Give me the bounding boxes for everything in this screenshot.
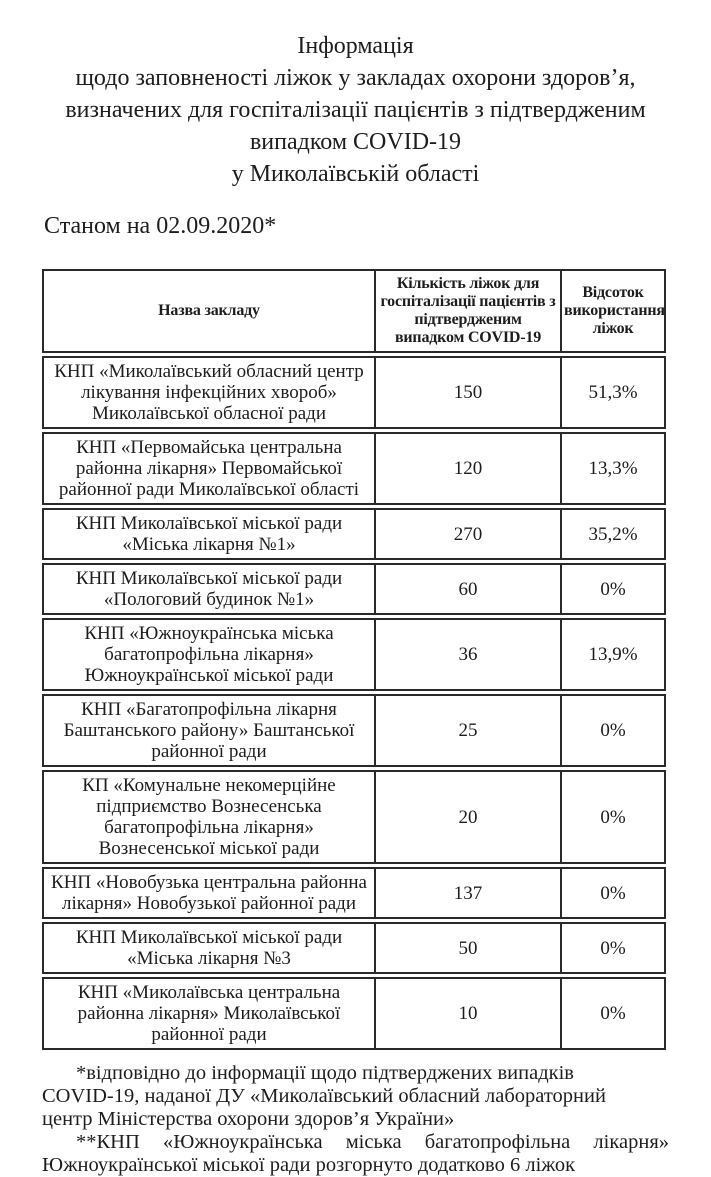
beds-count-cell: 270	[374, 508, 560, 560]
footnote-1	[42, 1062, 669, 1131]
title-line: щодо заповненості ліжок у закладах охорони здоров’я,	[75, 65, 636, 91]
footnote-line: COVID-19, наданої ДУ «Миколаївський обласний лабораторний	[42, 1085, 606, 1107]
table-row	[42, 618, 666, 691]
usage-percent-cell: 0%	[560, 770, 666, 864]
facility-name-cell: КНП Миколаївської міської ради «Міська лікарня №1»	[42, 508, 374, 560]
beds-count-cell: 10	[374, 977, 560, 1050]
usage-percent-cell: 13,9%	[560, 618, 666, 691]
facility-name-cell: КНП «Новобузька центральна районна лікарня» Новобузької районної ради	[42, 867, 374, 919]
usage-percent-cell: 13,3%	[560, 432, 666, 505]
col-header-usage: Відсоток використання ліжок	[560, 269, 666, 353]
table-row	[42, 694, 666, 767]
table-row	[42, 977, 666, 1050]
usage-percent-cell: 0%	[560, 694, 666, 767]
usage-percent-cell: 51,3%	[560, 356, 666, 429]
table-row	[42, 563, 666, 615]
beds-count-cell: 150	[374, 356, 560, 429]
title-line: випадком COVID-19	[249, 129, 462, 155]
title-line: Інформація	[297, 33, 414, 59]
beds-count-cell: 50	[374, 922, 560, 974]
beds-count-cell: 20	[374, 770, 560, 864]
as-of-date: Станом на 02.09.2020*	[44, 213, 277, 239]
facility-name-cell: КНП Миколаївської міської ради «Міська лікарня №3	[42, 922, 374, 974]
usage-percent-cell: 0%	[560, 977, 666, 1050]
col-header-facility: Назва закладу	[42, 269, 374, 353]
col-header-beds: Кількість ліжок для госпіталізації пацієнтів з підтвердженим випадком COVID-19	[374, 269, 560, 353]
table-header-row	[42, 269, 666, 353]
beds-count-cell: 120	[374, 432, 560, 505]
table-row	[42, 508, 666, 560]
usage-percent-cell: 0%	[560, 867, 666, 919]
footnote-2	[42, 1131, 669, 1177]
facility-name-cell: КНП «Первомайська центральна районна лікарня» Первомайської районної ради Миколаївської області	[42, 432, 374, 505]
footnote-line: центр Міністерства охорони здоров’я України»	[42, 1108, 455, 1130]
table-row	[42, 770, 666, 864]
facility-name-cell: КНП «Миколаївський обласний центр лікування інфекційних хвороб» Миколаївської обласної ради	[42, 356, 374, 429]
beds-count-cell: 60	[374, 563, 560, 615]
table-row	[42, 356, 666, 429]
beds-count-cell: 36	[374, 618, 560, 691]
usage-percent-cell: 0%	[560, 922, 666, 974]
table-row	[42, 432, 666, 505]
footnote-line: *відповідно до інформації щодо підтверджених випадків	[76, 1062, 574, 1084]
beds-table	[42, 266, 666, 1053]
beds-count-cell: 137	[374, 867, 560, 919]
footnotes	[42, 1062, 669, 1177]
footnote-line: Южноукраїнської міської ради розгорнуто додатково 6 ліжок	[42, 1154, 576, 1176]
footnote-line: **КНП «Южноукраїнська міська багатопрофільна лікарня»	[76, 1131, 669, 1153]
title-line: у Миколаївській області	[231, 161, 480, 187]
table-row	[42, 922, 666, 974]
document-title	[0, 0, 711, 190]
title-line: визначених для госпіталізації пацієнтів з підтвердженим	[65, 97, 646, 123]
beds-count-cell: 25	[374, 694, 560, 767]
usage-percent-cell: 35,2%	[560, 508, 666, 560]
facility-name-cell: КНП «Миколаївська центральна районна лікарня» Миколаївської районної ради	[42, 977, 374, 1050]
table-row	[42, 867, 666, 919]
facility-name-cell: КНП «Южноукраїнська міська багатопрофільна лікарня» Южноукраїнської міської ради	[42, 618, 374, 691]
facility-name-cell: КП «Комунальне некомерційне підприємство Вознесенська багатопрофільна лікарня» Вознесенської міської ради	[42, 770, 374, 864]
facility-name-cell: КНП Миколаївської міської ради «Пологовий будинок №1»	[42, 563, 374, 615]
usage-percent-cell: 0%	[560, 563, 666, 615]
facility-name-cell: КНП «Багатопрофільна лікарня Баштанського району» Баштанської районної ради	[42, 694, 374, 767]
